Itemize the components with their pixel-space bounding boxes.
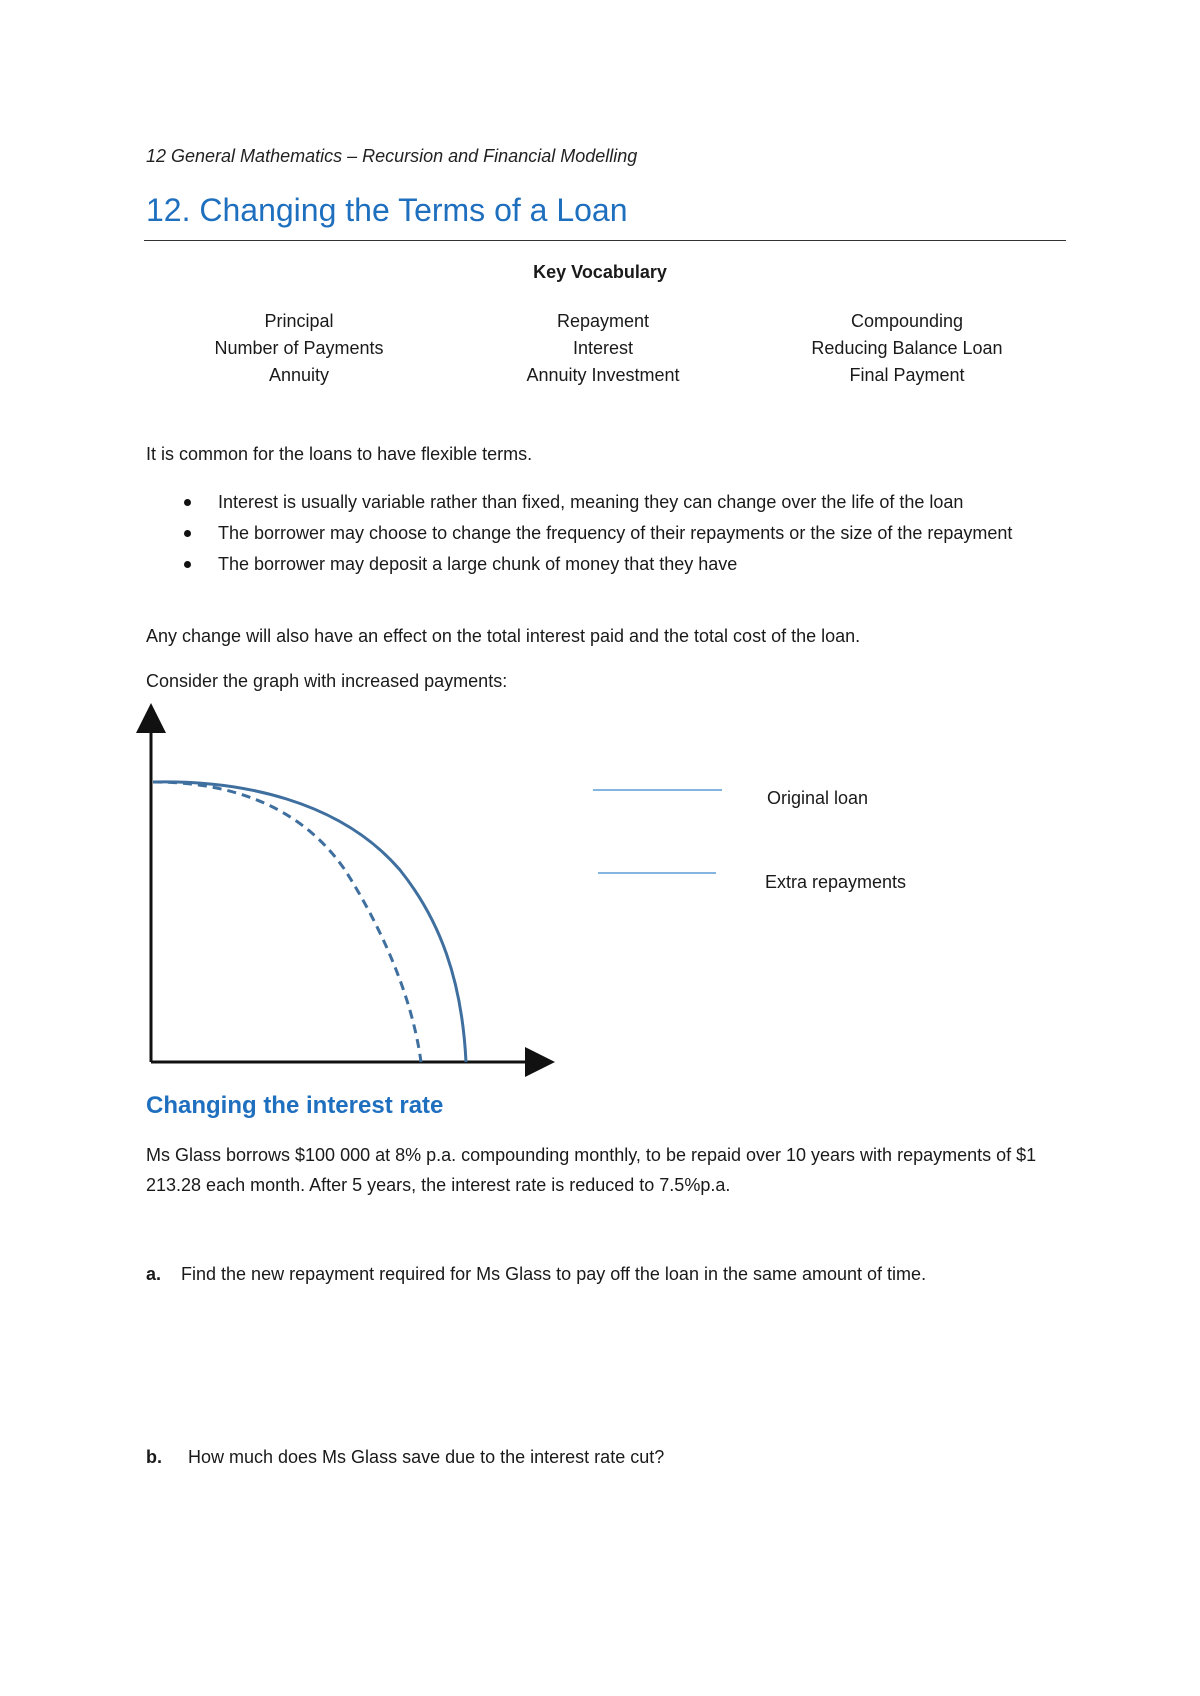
- question-a: [146, 1264, 926, 1285]
- extra-repayments-curve: [153, 782, 421, 1062]
- legend-extra-label: Extra repayments: [765, 872, 907, 892]
- list-item: The borrower may deposit a large chunk of money that they have: [146, 550, 1076, 579]
- page-title: 12. Changing the Terms of a Loan: [146, 192, 628, 228]
- vocab-term: Interest: [572, 338, 634, 358]
- vocab-term: Annuity: [268, 365, 330, 385]
- document-header: 12 General Mathematics – Recursion and Financial Modelling: [146, 146, 638, 166]
- section-heading: Changing the interest rate: [146, 1092, 444, 1119]
- question-label: a.: [146, 1264, 162, 1284]
- question-label: b.: [146, 1447, 162, 1467]
- effect-text: Any change will also have an effect on the total interest paid and the total cost of the loan.: [146, 626, 861, 646]
- vocab-term: Compounding: [850, 311, 964, 331]
- vocab-term: Annuity Investment: [526, 365, 680, 385]
- intro-text: It is common for the loans to have flexible terms.: [146, 444, 533, 464]
- question-b: [146, 1447, 664, 1468]
- vocab-term: Principal: [264, 311, 334, 331]
- vocabulary-heading: Key Vocabulary: [533, 262, 667, 282]
- legend-original-label: Original loan: [767, 788, 869, 808]
- list-item: The borrower may choose to change the frequency of their repayments or the size of the repayment: [146, 519, 1076, 548]
- graph-intro-text: Consider the graph with increased payments:: [146, 671, 508, 691]
- vocab-term: Reducing Balance Loan: [811, 338, 1003, 358]
- list-item: Interest is usually variable rather than fixed, meaning they can change over the life of the loan: [146, 488, 1076, 517]
- vocab-term: Number of Payments: [214, 338, 384, 358]
- section-body: Ms Glass borrows $100 000 at 8% p.a. compounding monthly, to be repaid over 10 years with repayments of $1 213.28 each month. After 5 years, the interest rate is reduced to 7.5%p.a.: [146, 1145, 1037, 1195]
- vocab-term: Repayment: [556, 311, 650, 331]
- question-text: Find the new repayment required for Ms Glass to pay off the loan in the same amount of time.: [181, 1264, 927, 1284]
- original-loan-curve: [153, 782, 466, 1062]
- vocab-term: Final Payment: [849, 365, 965, 385]
- question-text: How much does Ms Glass save due to the interest rate cut?: [188, 1447, 665, 1467]
